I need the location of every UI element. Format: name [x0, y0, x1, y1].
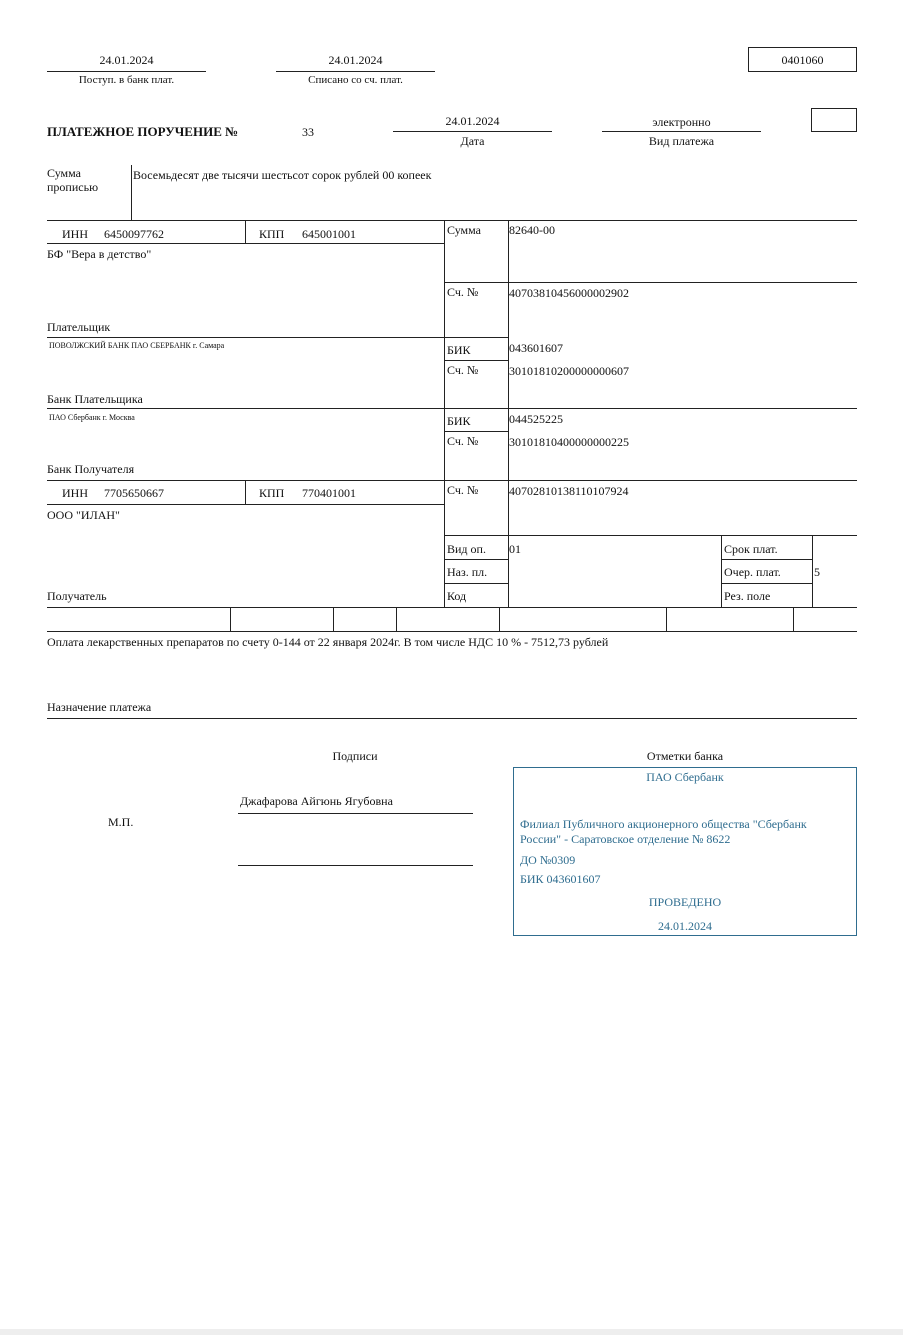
bank-marks-label: Отметки банка [646, 749, 724, 763]
ocher-label: Очер. плат. [724, 565, 781, 579]
signature-line-1 [238, 813, 473, 814]
tax-cell-divider-6 [793, 607, 794, 631]
payer-acc-bottom [444, 337, 508, 338]
doc-date-line [393, 131, 552, 132]
doc-date: 24.01.2024 [445, 114, 500, 128]
grid-col-1 [444, 220, 445, 607]
payer-bank-account: 30101810200000000607 [509, 364, 629, 378]
page-bottom-strip [0, 1329, 903, 1335]
payer-bank-row-bottom [47, 408, 857, 409]
empty-code-box [811, 108, 857, 132]
stamp-place-label: М.П. [108, 815, 134, 829]
receiver-kpp-divider [245, 480, 246, 504]
payment-type-line [602, 131, 761, 132]
receiver-inn: 7705650667 [104, 486, 164, 500]
srok-label: Срок плат. [724, 542, 778, 556]
payer-kpp: 645001001 [302, 227, 356, 241]
debited-date-label: Списано со сч. плат. [308, 74, 403, 86]
payer-account-label: Сч. № [447, 285, 479, 299]
doc-title: ПЛАТЕЖНОЕ ПОРУЧЕНИЕ № [47, 124, 239, 139]
receiver-kpp-label: КПП [259, 486, 285, 500]
payer-bank-bik-label: БИК [447, 343, 471, 357]
receiver-label: Получатель [47, 589, 107, 603]
payer-inn-row-bottom [47, 243, 444, 244]
tax-cell-divider-1 [230, 607, 231, 631]
stamp-bank-name: ПАО Сбербанк [646, 770, 724, 784]
payer-label: Плательщик [47, 320, 111, 334]
payer-bank-label: Банк Плательщика [47, 392, 143, 406]
payer-kpp-divider [245, 220, 246, 243]
receiver-bank-account-label: Сч. № [447, 434, 479, 448]
purpose-text: Оплата лекарственных препаратов по счету 0-144 от 22 января 2024г. В том числе НДС 10 % - 7512,73 рублей [47, 635, 609, 649]
bank-stamp [513, 767, 857, 936]
receiver-bik-bottom [444, 431, 508, 432]
purpose-label: Назначение платежа [47, 700, 152, 714]
amount-words-label: Сумма прописью [47, 166, 99, 194]
doc-number: 33 [302, 125, 314, 139]
debited-date: 24.01.2024 [328, 53, 383, 67]
tax-cell-divider-4 [499, 607, 500, 631]
tax-cell-divider-5 [666, 607, 667, 631]
purpose-line [47, 718, 857, 719]
vid-op-value: 01 [509, 542, 521, 556]
payment-type: электронно [652, 115, 711, 129]
payer-inn-label: ИНН [62, 227, 88, 241]
receiver-account-label: Сч. № [447, 483, 479, 497]
sum-label: Сумма [447, 223, 481, 237]
payer-inn: 6450097762 [104, 227, 164, 241]
grid-col-3 [721, 535, 722, 607]
stamp-branch: Филиал Публичного акционерного общества "Сбербанк России" - Саратовское отделение № 8622 [520, 817, 807, 846]
stamp-bik: БИК 043601607 [520, 872, 601, 886]
receiver-inn-row-bottom [47, 504, 444, 505]
payer-account: 40703810456000002902 [509, 286, 629, 300]
vidop-row-bottom [444, 559, 508, 560]
nazpl-row-bottom [444, 583, 508, 584]
grid-col-4 [812, 535, 813, 607]
receiver-bank-label: Банк Получателя [47, 462, 135, 476]
vid-op-label: Вид оп. [447, 542, 486, 556]
receiver-name: ООО "ИЛАН" [47, 508, 120, 522]
ocher-value: 5 [814, 565, 820, 579]
receiver-inn-label: ИНН [62, 486, 88, 500]
payer-bank-account-label: Сч. № [447, 363, 479, 377]
signer-name: Джафарова Айгюнь Ягубовна [240, 794, 393, 808]
payer-bank-bik: 043601607 [509, 341, 563, 355]
receiver-acc-bottom [444, 535, 857, 536]
receiver-kpp: 770401001 [302, 486, 356, 500]
stamp-date: 24.01.2024 [658, 919, 712, 933]
receiver-bank-account: 30101810400000000225 [509, 435, 629, 449]
payer-bik-bottom [444, 360, 508, 361]
stamp-status: ПРОВЕДЕНО [648, 895, 722, 909]
payment-type-label: Вид платежа [648, 134, 715, 148]
receiver-bank-name: ПАО Сбербанк г. Москва [49, 413, 135, 422]
form-code-box [748, 47, 857, 72]
doc-date-label: Дата [460, 134, 485, 148]
amount-words-value: Восемьдесят две тысячи шестьсот сорок рублей 00 копеек [133, 168, 432, 182]
received-date-line [47, 71, 206, 72]
grid-line-bottom [47, 607, 857, 608]
receiver-bank-row-bottom [47, 480, 857, 481]
kod-label: Код [447, 589, 467, 603]
grid-line-top [47, 220, 857, 221]
payer-bank-name: ПОВОЛЖСКИЙ БАНК ПАО СБЕРБАНК г. Самара [49, 341, 225, 350]
payer-name: БФ "Вера в детство" [47, 247, 152, 261]
ocher-row-bottom [721, 583, 812, 584]
signatures-label: Подписи [332, 749, 378, 763]
rez-label: Рез. поле [724, 589, 771, 603]
stamp-office: ДО №0309 [520, 853, 576, 867]
payer-kpp-label: КПП [259, 227, 285, 241]
received-date: 24.01.2024 [99, 53, 154, 67]
debited-date-line [276, 71, 435, 72]
signature-line-2 [238, 865, 473, 866]
receiver-bank-bik-label: БИК [447, 414, 471, 428]
srok-row-bottom [721, 559, 812, 560]
sum-row-bottom [444, 282, 857, 283]
tax-cell-divider-3 [396, 607, 397, 631]
amount-words-divider [131, 165, 132, 220]
naz-pl-label: Наз. пл. [447, 565, 488, 579]
receiver-account: 40702810138110107924 [509, 484, 629, 498]
received-date-label: Поступ. в банк плат. [78, 74, 175, 86]
receiver-bank-bik: 044525225 [509, 412, 563, 426]
tax-cell-divider-2 [333, 607, 334, 631]
tax-row-bottom [47, 631, 857, 632]
form-code: 0401060 [781, 53, 824, 67]
payer-row-bottom [47, 337, 444, 338]
sum-value: 82640-00 [509, 223, 555, 237]
